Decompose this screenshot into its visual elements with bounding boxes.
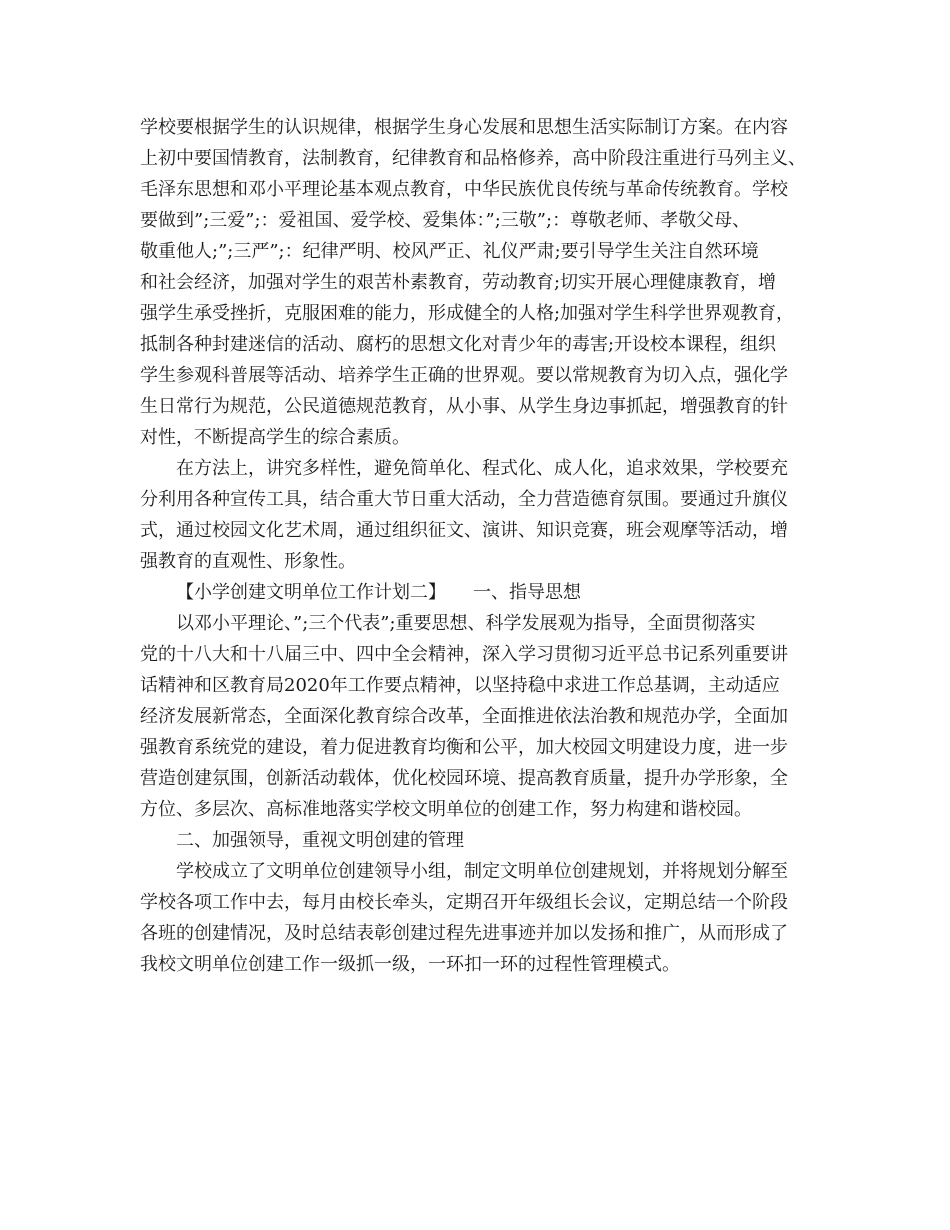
document-body	[140, 112, 820, 980]
text-line: 学生参观科普展等活动、培养学生正确的世界观。要以常规教育为切入点，强化学	[140, 365, 788, 386]
text-line: 【小学创建文明单位工作计划二】 一、指导思想	[176, 582, 581, 603]
text-line: 敬重他人;”;三严”;：纪律严明、校风严正、礼仪严肃;要引导学生关注自然环境	[140, 241, 759, 262]
text-line: 毛泽东思想和邓小平理论基本观点教育，中华民族优良传统与革命传统教育。学校	[140, 179, 788, 200]
paragraph	[140, 608, 820, 825]
text-line: 营造创建氛围，创新活动载体，优化校园环境、提高教育质量，提升办学形象，全	[140, 768, 788, 789]
text-line: 学校要根据学生的认识规律，根据学生身心发展和思想生活实际制订方案。在内容	[140, 117, 788, 138]
paragraph	[140, 856, 820, 980]
text-line: 式，通过校园文化艺术周，通过组织征文、演讲、知识竞赛，班会观摩等活动，增	[140, 520, 788, 541]
text-line: 抵制各种封建迷信的活动、腐朽的思想文化对青少年的毒害;开设校本课程，组织	[140, 334, 777, 355]
text-line: 我校文明单位创建工作一级抓一级，一环扣一环的过程性管理模式。	[140, 954, 680, 975]
text-line: 强学生承受挫折，克服困难的能力，形成健全的人格;加强对学生科学世界观教育，	[140, 303, 795, 324]
section-subheading	[140, 825, 820, 856]
text-line: 分利用各种宣传工具，结合重大节日重大活动，全力营造德育氛围。要通过升旗仪	[140, 489, 788, 510]
text-line: 强教育的直观性、形象性。	[140, 551, 356, 572]
paragraph	[140, 453, 820, 577]
text-line: 在方法上，讲究多样性，避免简单化、程式化、成人化，追求效果，学校要充	[176, 458, 788, 479]
text-line: 学校成立了文明单位创建领导小组，制定文明单位创建规划，并将规划分解至	[176, 861, 788, 882]
text-line: 要做到”;三爱”;：爱祖国、爱学校、爱集体：”;三敬”;：尊敬老师、孝敬父母、	[140, 210, 751, 231]
text-line: 党的十八大和十八届三中、四中全会精神，深入学习贯彻习近平总书记系列重要讲	[140, 644, 788, 665]
text-line: 二、加强领导，重视文明创建的管理	[176, 830, 464, 851]
paragraph	[140, 112, 820, 453]
text-line: 经济发展新常态，全面深化教育综合改革，全面推进依法治教和规范办学，全面加	[140, 706, 788, 727]
text-line: 对性，不断提高学生的综合素质。	[140, 427, 410, 448]
text-line: 话精神和区教育局2020年工作要点精神，以坚持稳中求进工作总基调，主动适应	[140, 675, 780, 696]
text-line: 各班的创建情况，及时总结表彰创建过程先进事迹并加以发扬和推广，从而形成了	[140, 923, 788, 944]
text-line: 学校各项工作中去，每月由校长牵头，定期召开年级组长会议，定期总结一个阶段	[140, 892, 788, 913]
text-line: 方位、多层次、高标准地落实学校文明单位的创建工作，努力构建和谐校园。	[140, 799, 752, 820]
text-line: 以邓小平理论、”;三个代表”;重要思想、科学发展观为指导，全面贯彻落实	[176, 613, 756, 634]
text-line: 和社会经济，加强对学生的艰苦朴素教育，劳动教育;切实开展心理健康教育，增	[140, 272, 777, 293]
text-line: 生日常行为规范，公民道德规范教育，从小事、从学生身边事抓起，增强教育的针	[140, 396, 788, 417]
section-heading	[140, 577, 820, 608]
text-line: 上初中要国情教育，法制教育，纪律教育和品格修养，高中阶段注重进行马列主义、	[140, 148, 806, 169]
text-line: 强教育系统党的建设，着力促进教育均衡和公平，加大校园文明建设力度，进一步	[140, 737, 788, 758]
